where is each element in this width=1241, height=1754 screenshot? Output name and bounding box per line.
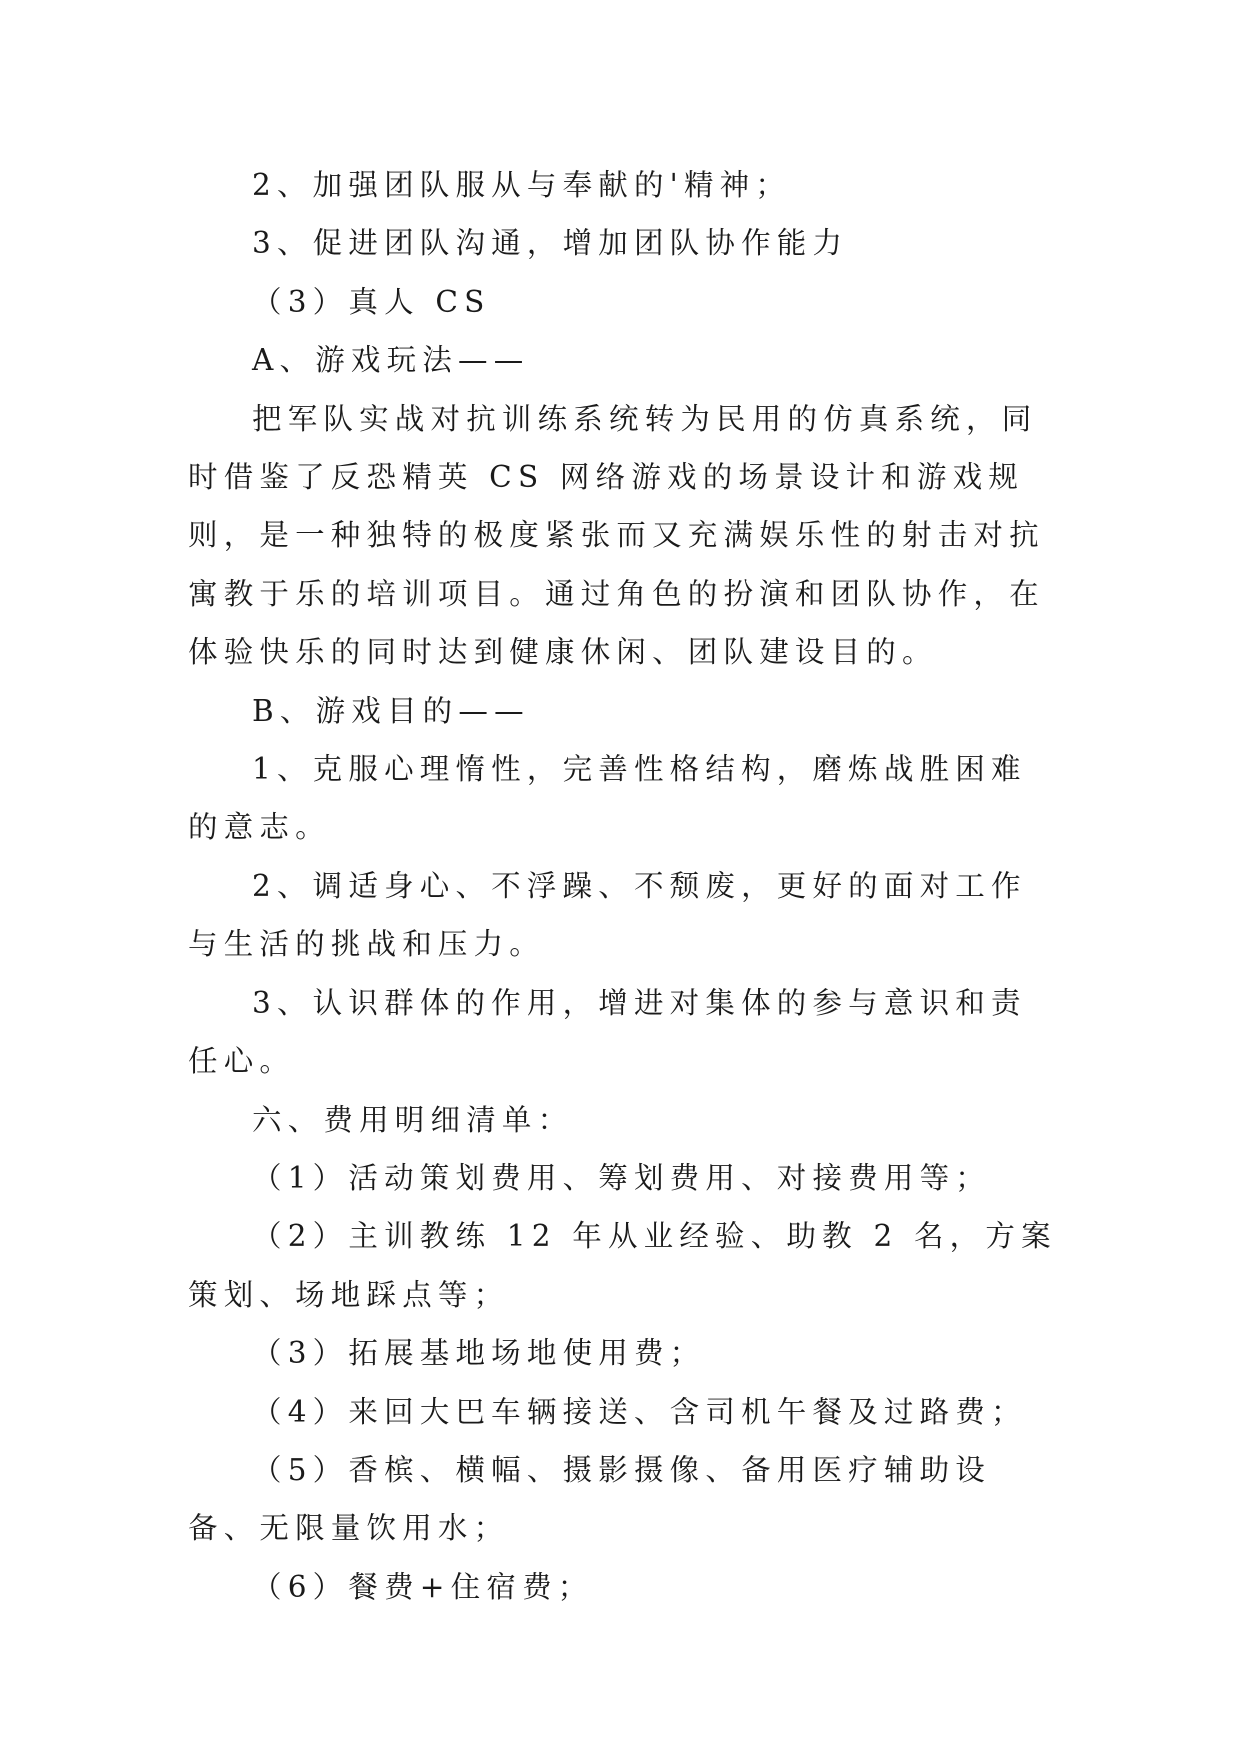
purpose-item-2: 2、调适身心、不浮躁、不颓废，更好的面对工作与生活的挑战和压力。	[188, 868, 1027, 962]
goal-item-2: 2、加强团队服从与奉献的'精神；	[252, 168, 792, 202]
cost-list-heading: 六、费用明细清单：	[252, 1102, 574, 1137]
gameplay-paragraph: 把军队实战对抗训练系统转为民用的仿真系统，同时借鉴了反恐精英 CS 网络游戏的场景设计和游戏规则，是一种独特的极度紧张而又充满娱乐性的射击对抗寓教于乐的培训项目。通过角色的扮演和团队协作，在体验快乐的同时达到健康休闲、团队建设目的。	[188, 401, 1045, 670]
cost-item-5: （5）香槟、横幅、摄影摄像、备用医疗辅助设备、无限量饮用水；	[188, 1452, 991, 1546]
cost-item-6: （6）餐费+住宿费；	[252, 1569, 594, 1604]
cost-item-1: （1）活动策划费用、筹划费用、对接费用等；	[252, 1160, 991, 1195]
section-heading-real-cs: （3）真人 CS	[252, 284, 491, 319]
purpose-item-3: 3、认识群体的作用，增进对集体的参与意识和责任心。	[188, 985, 1027, 1079]
gameplay-heading: A、游戏玩法——	[252, 343, 530, 378]
cost-item-3: （3）拓展基地场地使用费；	[252, 1336, 706, 1371]
cost-item-4: （4）来回大巴车辆接送、含司机午餐及过路费；	[252, 1394, 1027, 1429]
goal-item-3: 3、促进团队沟通，增加团队协作能力	[252, 226, 849, 261]
purpose-item-1: 1、克服心理惰性，完善性格结构，磨炼战胜困难的意志。	[188, 752, 1027, 845]
purpose-heading: B、游戏目的——	[252, 693, 530, 728]
document-body	[188, 156, 1060, 1616]
cost-item-2: （2）主训教练 12 年从业经验、助教 2 名，方案策划、场地踩点等；	[188, 1219, 1057, 1312]
